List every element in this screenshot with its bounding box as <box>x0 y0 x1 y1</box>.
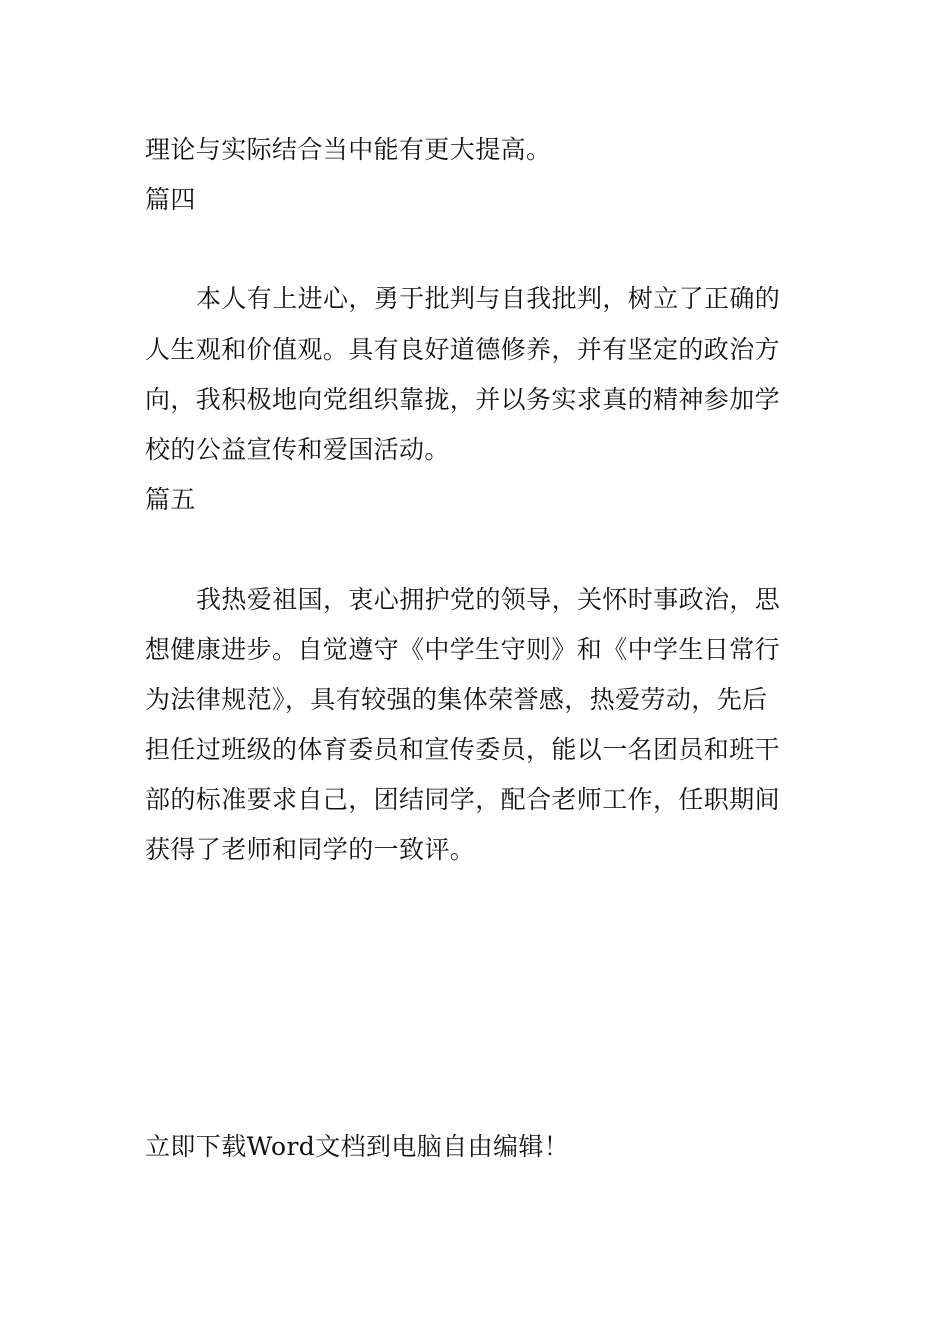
section-heading-4: 篇四 <box>145 185 196 214</box>
section-4-line-4: 校的公益宣传和爱国活动。 <box>145 435 450 464</box>
section-5-line-5: 部的标准要求自己，团结同学，配合老师工作，任职期间 <box>145 785 781 814</box>
intro-tail-text: 理论与实际结合当中能有更大提高。 <box>145 135 552 164</box>
section-5-line-1: 我热爱祖国，衷心拥护党的领导，关怀时事政治，思 <box>196 585 781 614</box>
section-5-line-6: 获得了老师和同学的一致评。 <box>145 835 476 864</box>
section-4-line-1: 本人有上进心，勇于批判与自我批判，树立了正确的 <box>196 284 781 313</box>
section-5-line-3: 为法律规范》，具有较强的集体荣誉感，热爱劳动，先后 <box>145 685 768 714</box>
section-4-line-3: 向，我积极地向党组织靠拢，并以务实求真的精神参加学 <box>145 385 781 414</box>
section-5-line-4: 担任过班级的体育委员和宣传委员，能以一名团员和班干 <box>145 735 781 764</box>
download-word-link-text: 立即下载Word文档到电脑自由编辑！ <box>145 1132 570 1161</box>
section-4-line-2: 人生观和价值观。具有良好道德修养，并有坚定的政治方 <box>145 335 781 364</box>
section-5-line-2: 想健康进步。自觉遵守《中学生守则》和《中学生日常行 <box>145 635 781 664</box>
section-heading-5: 篇五 <box>145 485 196 514</box>
